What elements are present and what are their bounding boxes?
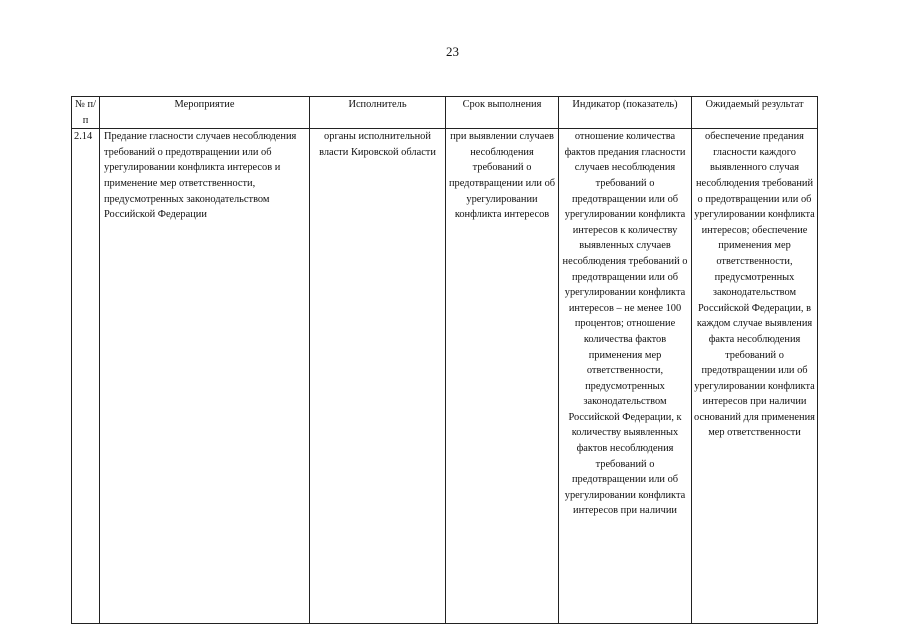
header-executor: Исполнитель (310, 97, 446, 129)
header-num: № п/п (72, 97, 100, 129)
cell-num: 2.14 (72, 129, 100, 624)
header-event: Мероприятие (100, 97, 310, 129)
cell-executor: органы исполнительной власти Кировской области (310, 129, 446, 624)
cell-indicator: отношение количества фактов предания гласности случаев несоблюдения требований о предотвращении или об урегулировании конфликта интересов к количеству выявленных случаев несоблюдения требований о предотвращении или об урегулировании конфликта интересов – не менее 100 процентов; отношение количества фактов применения мер ответственности, предусмотренных законодательством Российской Федерации, к количеству выявленных фактов несоблюдения требований о предотвращении или об урегулировании конфликта интересов при наличии (559, 129, 692, 624)
measures-table (71, 96, 818, 624)
page-number: 23 (446, 44, 459, 59)
header-result: Ожидаемый результат (692, 97, 818, 129)
cell-result: обеспечение предания гласности каждого выявленного случая несоблюдения требований о предотвращении или об урегулировании конфликта интересов; обеспечение применения мер ответственности, предусмотренных законодательством Российской Федерации, в каждом случае выявления факта несоблюдения требований о предотвращении или об урегулировании конфликта интересов при наличии оснований для применения мер ответственности (692, 129, 818, 624)
table-row (72, 129, 818, 624)
header-term: Срок выполнения (446, 97, 559, 129)
cell-event: Предание гласности случаев несоблюдения требований о предотвращении или об урегулировании конфликта интересов и применение мер ответственности, предусмотренных законодательством Российской Федерации (100, 129, 310, 624)
cell-term: при выявлении случаев несоблюдения требований о предотвращении или об урегулировании конфликта интересов (446, 129, 559, 624)
table-header-row (72, 97, 818, 129)
header-indicator: Индикатор (показатель) (559, 97, 692, 129)
